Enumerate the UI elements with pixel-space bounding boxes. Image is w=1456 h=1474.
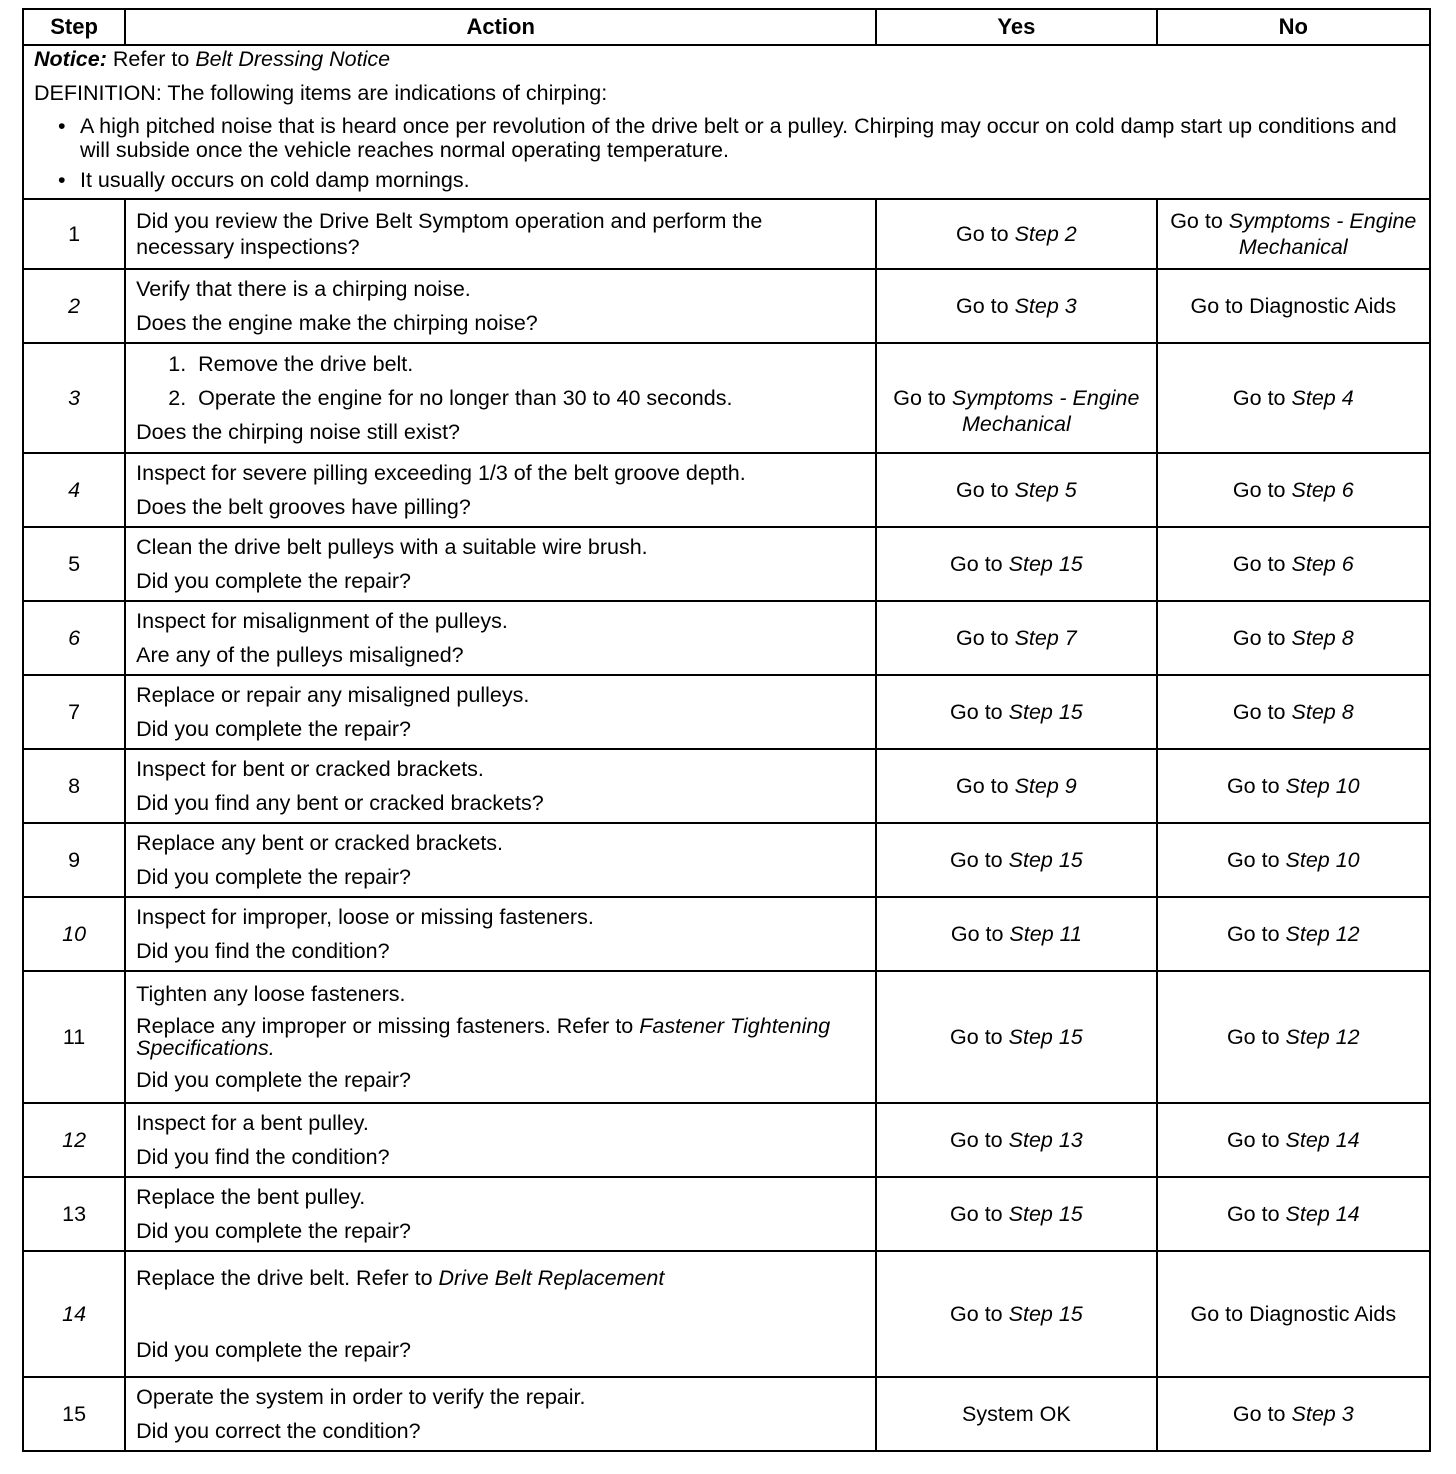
- header-yes: Yes: [876, 9, 1156, 45]
- action-cell: Replace or repair any misaligned pulleys. Did you complete the repair?: [125, 675, 876, 749]
- yes-cell: Go to Step 15: [876, 527, 1156, 601]
- no-cell: Go to Step 6: [1157, 527, 1430, 601]
- yes-cell: Go to Step 5: [876, 453, 1156, 527]
- table-row: [23, 1177, 1430, 1251]
- action-cell: Inspect for bent or cracked brackets. Did you find any bent or cracked brackets?: [125, 749, 876, 823]
- yes-cell: Go to Step 2: [876, 199, 1156, 269]
- table-row: [23, 823, 1430, 897]
- step-number: 3: [23, 343, 125, 453]
- notice-row: [23, 45, 1430, 199]
- no-cell: Go to Step 12: [1157, 971, 1430, 1103]
- header-no: No: [1157, 9, 1430, 45]
- header-action: Action: [125, 9, 876, 45]
- table-row: [23, 527, 1430, 601]
- step-number: 2: [23, 269, 125, 343]
- notice-ref: Belt Dressing Notice: [195, 47, 391, 71]
- definition-list: [34, 114, 1419, 192]
- header-row: [23, 9, 1430, 45]
- table-row: [23, 269, 1430, 343]
- no-cell: Go to Step 8: [1157, 601, 1430, 675]
- action-cell: Inspect for misalignment of the pulleys. Are any of the pulleys misaligned?: [125, 601, 876, 675]
- procedure-list: 1. Remove the drive belt. 2. Operate the engine for no longer than 30 to 40 seconds.: [136, 351, 865, 411]
- step-number: 15: [23, 1377, 125, 1451]
- step-number: 13: [23, 1177, 125, 1251]
- table-row: [23, 343, 1430, 453]
- action-cell: Replace the bent pulley. Did you complete the repair?: [125, 1177, 876, 1251]
- header-step: Step: [23, 9, 125, 45]
- no-cell: Go to Symptoms - Engine Mechanical: [1157, 199, 1430, 269]
- yes-cell: Go to Step 9: [876, 749, 1156, 823]
- table-row: [23, 453, 1430, 527]
- yes-cell: Go to Step 13: [876, 1103, 1156, 1177]
- yes-cell: Go to Step 15: [876, 1177, 1156, 1251]
- table-row: [23, 971, 1430, 1103]
- yes-cell: Go to Step 11: [876, 897, 1156, 971]
- step-number: 5: [23, 527, 125, 601]
- definition-item: • A high pitched noise that is heard once per revolution of the drive belt or a pulley. Chirping may occur on cold damp start up conditions and will subside once the vehicle reaches normal operating temperature.: [58, 114, 1397, 162]
- definition-item: • It usually occurs on cold damp mornings.: [58, 168, 470, 192]
- no-cell: Go to Step 12: [1157, 897, 1430, 971]
- yes-cell: Go to Step 15: [876, 971, 1156, 1103]
- no-cell: Go to Diagnostic Aids: [1157, 269, 1430, 343]
- table-row: [23, 601, 1430, 675]
- notice-text: Refer to: [112, 47, 190, 71]
- table-row: [23, 199, 1430, 269]
- bullet-icon: •: [58, 168, 66, 192]
- action-cell: Inspect for severe pilling exceeding 1/3 of the belt groove depth. Does the belt grooves have pilling?: [125, 453, 876, 527]
- yes-cell: System OK: [876, 1377, 1156, 1451]
- no-cell: Go to Step 4: [1157, 343, 1430, 453]
- diagnostic-table: [22, 8, 1431, 1452]
- action-cell: Replace the drive belt. Refer to Drive Belt Replacement Did you complete the repair?: [125, 1251, 876, 1377]
- no-cell: Go to Step 14: [1157, 1103, 1430, 1177]
- table-row: [23, 1251, 1430, 1377]
- action-cell: Did you review the Drive Belt Symptom operation and perform the necessary inspections?: [125, 199, 876, 269]
- step-number: 4: [23, 453, 125, 527]
- table-row: [23, 1377, 1430, 1451]
- step-number: 11: [23, 971, 125, 1103]
- definition-text: DEFINITION: The following items are indications of chirping:: [34, 81, 608, 105]
- step-number: 9: [23, 823, 125, 897]
- yes-cell: Go to Step 3: [876, 269, 1156, 343]
- table-row: [23, 675, 1430, 749]
- bullet-icon: •: [58, 114, 66, 138]
- action-cell: Operate the system in order to verify the repair. Did you correct the condition?: [125, 1377, 876, 1451]
- table-row: [23, 1103, 1430, 1177]
- yes-cell: Go to Step 15: [876, 1251, 1156, 1377]
- step-number: 10: [23, 897, 125, 971]
- step-number: 8: [23, 749, 125, 823]
- table-row: [23, 897, 1430, 971]
- action-cell: 1. Remove the drive belt. 2. Operate the engine for no longer than 30 to 40 seconds. Does the chirping noise still exist?: [125, 343, 876, 453]
- table-row: [23, 749, 1430, 823]
- step-number: 14: [23, 1251, 125, 1377]
- yes-cell: Go to Step 15: [876, 823, 1156, 897]
- action-cell: Tighten any loose fasteners. Replace any improper or missing fasteners. Refer to Fastener Tightening Specifications. Did you complete the repair?: [125, 971, 876, 1103]
- step-number: 1: [23, 199, 125, 269]
- no-cell: Go to Step 3: [1157, 1377, 1430, 1451]
- action-cell: Verify that there is a chirping noise. Does the engine make the chirping noise?: [125, 269, 876, 343]
- action-cell: Inspect for improper, loose or missing fasteners. Did you find the condition?: [125, 897, 876, 971]
- action-cell: Replace any bent or cracked brackets. Did you complete the repair?: [125, 823, 876, 897]
- no-cell: Go to Step 14: [1157, 1177, 1430, 1251]
- action-cell: Inspect for a bent pulley. Did you find the condition?: [125, 1103, 876, 1177]
- yes-cell: Go to Symptoms - Engine Mechanical: [876, 343, 1156, 453]
- no-cell: Go to Step 8: [1157, 675, 1430, 749]
- yes-cell: Go to Step 15: [876, 675, 1156, 749]
- no-cell: Go to Diagnostic Aids: [1157, 1251, 1430, 1377]
- notice-cell: [23, 45, 1430, 199]
- notice-label: Notice:: [34, 47, 107, 71]
- step-number: 7: [23, 675, 125, 749]
- no-cell: Go to Step 6: [1157, 453, 1430, 527]
- yes-cell: Go to Step 7: [876, 601, 1156, 675]
- step-number: 6: [23, 601, 125, 675]
- no-cell: Go to Step 10: [1157, 749, 1430, 823]
- notice-line: [34, 46, 1419, 72]
- step-number: 12: [23, 1103, 125, 1177]
- action-cell: Clean the drive belt pulleys with a suitable wire brush. Did you complete the repair?: [125, 527, 876, 601]
- no-cell: Go to Step 10: [1157, 823, 1430, 897]
